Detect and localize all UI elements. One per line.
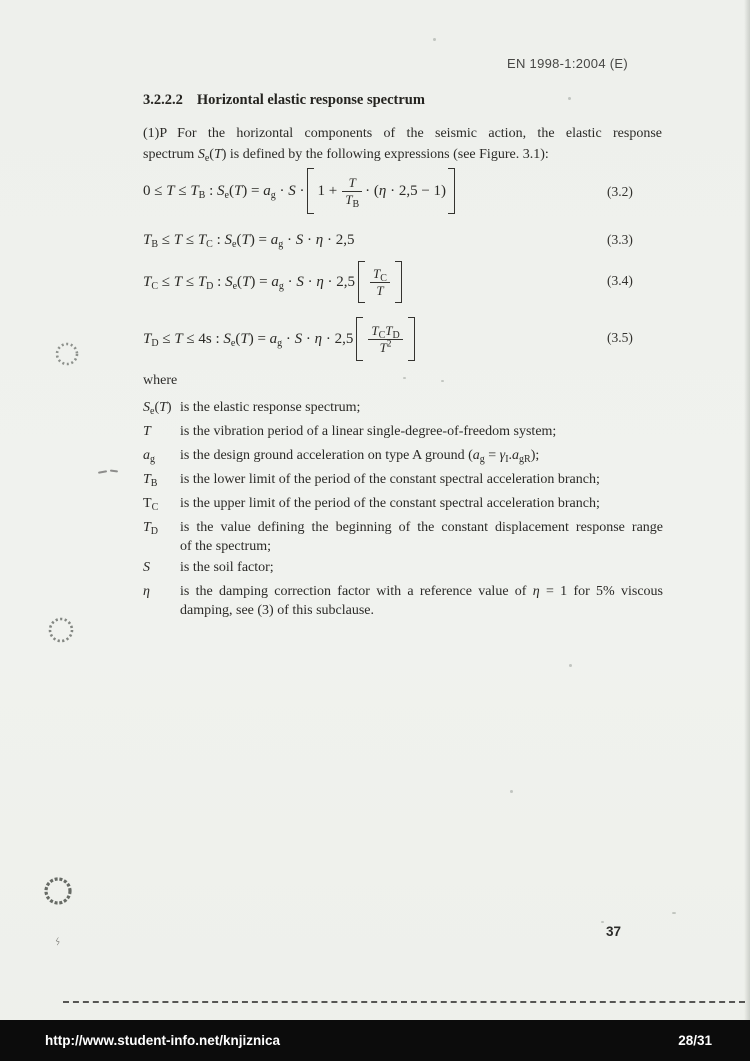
hole-punch-mark — [47, 615, 75, 645]
definition-desc-line2: of the spectrum; — [180, 539, 271, 554]
definition-desc: is the elastic response spectrum; — [180, 400, 361, 415]
equation-3-4-lhs: $T_C \le T \le T_D$ : $S_e(T) = a_g \cdot S \cdot \eta \cdot 2,5$ — [143, 273, 356, 292]
scan-speck — [568, 97, 571, 100]
equation-3-3-body: $T_B \le T \le T_C$ : $S_e(T) = a_g \cdot S \cdot \eta \cdot 2,5$ — [143, 231, 355, 250]
equation-3-4 — [143, 260, 663, 304]
scan-speck — [441, 380, 444, 382]
definition-term: T — [143, 424, 151, 439]
section-heading — [143, 92, 425, 109]
definition-desc: is the lower limit of the period of the constant spectral acceleration branch; — [180, 472, 600, 487]
definition-row-eta — [143, 582, 663, 620]
definition-term: $T_C$ — [143, 496, 159, 513]
page-edge-shadow — [744, 0, 750, 1061]
paragraph-line2: spectrum $S_e(T)$ is defined by the following expressions (see Figure. 3.1): — [143, 147, 549, 164]
fraction-T-over-TB: $\frac{T}{T_B}$ — [342, 175, 362, 208]
hole-punch-mark — [54, 340, 80, 368]
scan-speck — [569, 664, 572, 667]
scan-speck — [601, 921, 604, 923]
document-header-standard-ref: EN 1998-1:2004 (E) — [506, 56, 628, 71]
definition-term: η — [143, 584, 150, 599]
hole-punch-mark — [43, 875, 73, 907]
definition-row-ag — [143, 446, 663, 466]
right-bracket — [448, 168, 455, 214]
fraction-TC-over-T: $\frac{T_C}{T}$ — [370, 266, 390, 299]
equation-number-3-4: (3.4) — [607, 273, 633, 288]
fraction-TCTD-over-T2: $\frac{T_CT_D}{T^2}$ — [368, 323, 402, 356]
equation-3-5 — [143, 316, 663, 362]
section-number: 3.2.2.2 — [143, 92, 183, 108]
equation-3-2 — [143, 167, 663, 215]
definition-desc: is the soil factor; — [180, 560, 274, 575]
equation-number-3-3: (3.3) — [607, 232, 633, 247]
scan-dashed-line — [63, 1001, 745, 1003]
pencil-squiggle-mark: ϟ — [53, 935, 62, 949]
paragraph-line1: For the horizontal components of the seismic action, the elastic response — [177, 126, 662, 141]
right-bracket — [408, 317, 415, 361]
definition-row-td — [143, 518, 663, 556]
left-bracket — [356, 317, 363, 361]
page-number: 37 — [606, 924, 622, 939]
definition-desc-line1: is the damping correction factor with a reference value of η = 1 for 5% viscous — [180, 584, 663, 599]
scan-speck — [433, 38, 436, 41]
definition-desc: is the design ground acceleration on type A ground $(a_g = \gamma_I.a_{gR})$; — [180, 448, 540, 465]
scan-speck — [672, 912, 676, 914]
definition-row-se — [143, 398, 663, 418]
left-bracket — [358, 261, 365, 303]
pencil-dash-mark — [98, 468, 120, 476]
definition-row-s — [143, 558, 663, 578]
definition-term: $T_B$ — [143, 472, 158, 489]
equation-number-3-2: (3.2) — [607, 184, 633, 199]
scan-speck — [510, 790, 513, 793]
definition-term: S — [143, 560, 150, 575]
equation-3-5-lhs: $T_D \le T \le 4s$ : $S_e(T) = a_g \cdot S \cdot \eta \cdot 2,5$ — [143, 330, 354, 349]
equation-number-3-5: (3.5) — [607, 330, 633, 345]
footer-bar — [0, 1020, 750, 1061]
definition-desc: is the upper limit of the period of the constant spectral acceleration branch; — [180, 496, 600, 511]
definition-row-tc — [143, 494, 663, 514]
equation-3-2-lhs: $0 \le T \le T_B$ : $S_e(T) = a_g \cdot S$ · — [143, 182, 305, 201]
footer-page-indicator: 28/31 — [678, 1033, 712, 1048]
definition-term: $S_e(T)$ — [143, 400, 172, 417]
equation-3-3 — [143, 228, 663, 252]
definitions-list — [143, 398, 663, 622]
definition-desc: is the vibration period of a linear single-degree-of-freedom system; — [180, 424, 557, 439]
intro-paragraph — [143, 123, 662, 165]
equation-3-2-inner-post: · (η · 2,5 − 1) — [365, 182, 447, 199]
equation-3-2-inner-pre: 1 + — [317, 182, 338, 199]
definition-row-t — [143, 422, 663, 442]
definition-term: $a_g$ — [143, 448, 155, 465]
paragraph-marker: (1)P — [143, 126, 168, 141]
definition-desc-line2: damping, see (3) of this subclause. — [180, 603, 375, 618]
footer-url: http://www.student-info.net/knjiznica — [45, 1033, 280, 1048]
left-bracket — [307, 168, 314, 214]
definition-row-tb — [143, 470, 663, 490]
section-title: Horizontal elastic response spectrum — [196, 92, 425, 108]
definition-term: $T_D$ — [143, 520, 159, 537]
scan-speck — [403, 377, 406, 379]
where-label: where — [143, 373, 178, 388]
definition-desc-line1: is the value defining the beginning of the constant displacement response range — [180, 520, 663, 535]
right-bracket — [395, 261, 402, 303]
